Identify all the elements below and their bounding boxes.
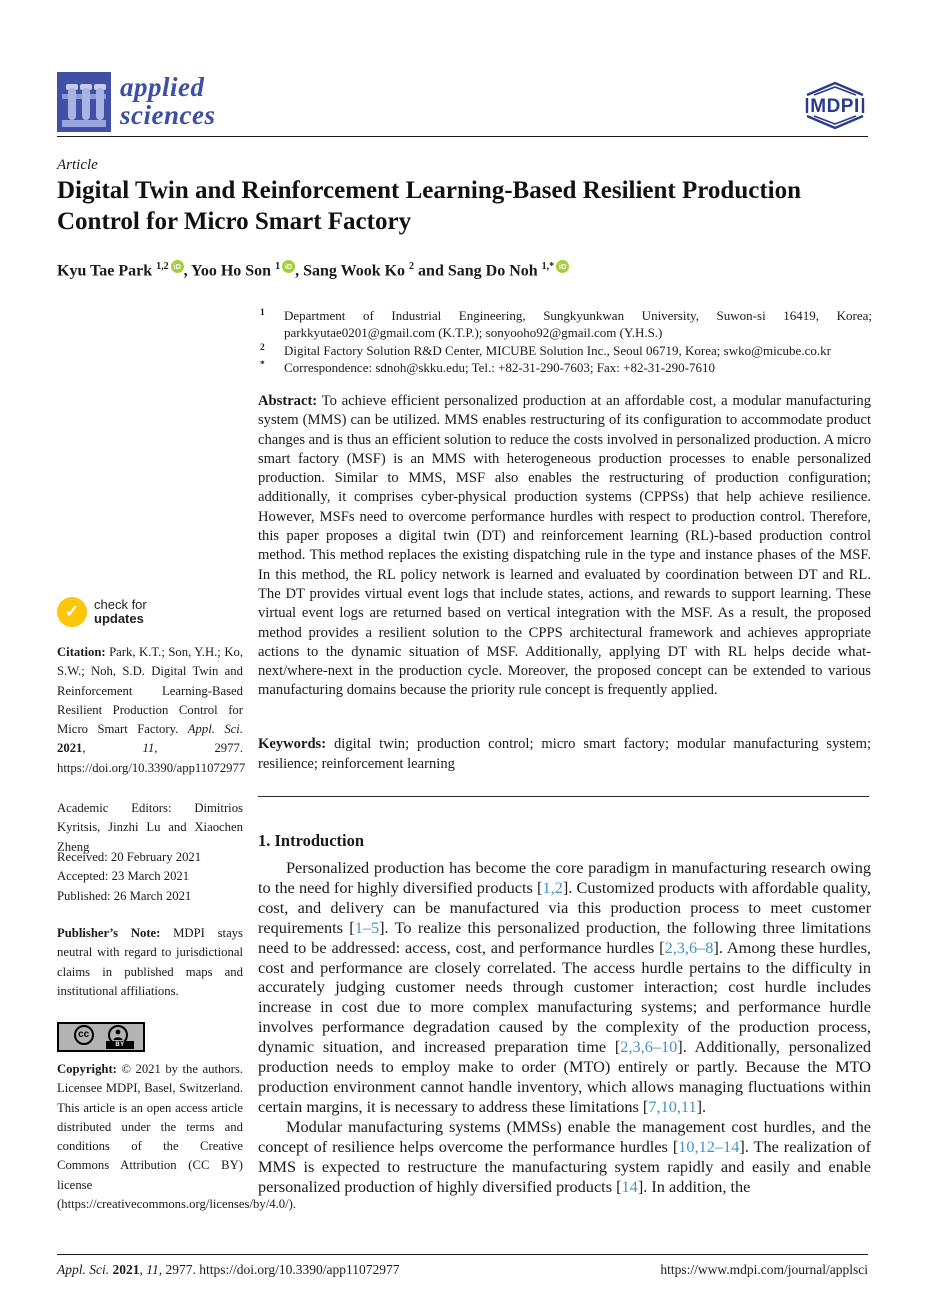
footer-journal-url[interactable]: https://www.mdpi.com/journal/applsci xyxy=(660,1262,868,1277)
affiliation-text: Department of Industrial Engineering, Sungkyunkwan University, Suwon-si 16419, Korea; parkkyutae0201@gmail.com (K.T.P.); sonyooho92@gmail.com (Y.H.S.) xyxy=(284,308,872,341)
affiliation-marker: 1 xyxy=(260,308,265,318)
citation-ref[interactable]: 14 xyxy=(621,1176,638,1196)
author-name: Yoo Ho Son xyxy=(191,262,272,280)
author-name: Sang Wook Ko xyxy=(303,262,406,280)
check-updates-label: check for updates xyxy=(94,597,147,626)
intro-paragraph: Modular manufacturing systems (MMSs) enable the management cost hurdles, and the concept of resilience helps overcome the performance hurdles [10,12–14]. The realization of MMS is expected to restructure the manufacturing system rapidly and easily and enable personalized production of highly diversified products [14]. In addition, the xyxy=(258,1116,871,1196)
publishers-note-label: Publisher’s Note: xyxy=(57,926,161,940)
abstract-text: To achieve efficient personalized production at an affordable cost, a modular manufacturing system (MMS) can be utilized. MMS enables restructuring of its configuration to accommodate product changes and is thus an efficient solution to reduce the costs involved in personalized production. A micro smart factory (MSF) is an MMS with heterogeneous production processes to enable personalized production. Similar to MMS, MSF also enables the restructuring of production configuration; additionally, it comprises cyber-physical production systems (CPPSs) that help achieve resilience. However, MSFs need to overcome performance hurdles with respect to production control. Therefore, this paper proposes a digital twin (DT) and reinforcement learning (RL)-based production control method. This method replaces the existing dispatching rule in the type and instance phases of the MSF. In this method, the RL policy network is learned and evaluated by coordination between DT and RL. The DT provides virtual event logs that include states, actions, and rewards to support learning. These virtual event logs are returned based on vertical integration with the MSF. As a result, the proposed method provides a resilient solution to the CPPS architectural framework and achieves appropriate actions to the dynamic situation of MSF. Additionally, applying DT with RL helps decide what-next/where-next in the production cycle. Moreover, the proposed concept can be extended to various manufacturing domains because the priority rule concept is frequently applied. xyxy=(258,393,871,699)
header-divider xyxy=(57,136,868,137)
page-footer xyxy=(57,1262,868,1278)
section-divider xyxy=(258,796,869,797)
orcid-icon[interactable]: iD xyxy=(556,260,569,273)
received-date: Received: 20 February 2021 xyxy=(57,850,202,864)
author-affiliation-sup: 1,* xyxy=(541,261,555,272)
affiliation-item xyxy=(260,359,872,376)
article-dates xyxy=(57,848,243,906)
academic-editors-note: Academic Editors: Dimitrios Kyritsis, Jinzhi Lu and Xiaochen Zheng xyxy=(57,801,243,854)
citation-ref[interactable]: 7,10,11 xyxy=(648,1096,697,1116)
keywords xyxy=(258,735,871,774)
orcid-icon[interactable]: iD xyxy=(171,260,184,273)
journal-name: applied sciences xyxy=(120,72,216,130)
copyright-label: Copyright: xyxy=(57,1062,117,1076)
journal-logo xyxy=(57,72,215,132)
check-icon: ✓ xyxy=(57,597,87,627)
affiliation-text: Digital Factory Solution R&D Center, MICUBE Solution Inc., Seoul 06719, Korea; swko@micube.co.kr xyxy=(284,342,831,358)
keywords-label: Keywords: xyxy=(258,736,327,752)
page-title: Digital Twin and Reinforcement Learning-Based Resilient Production Control for Micro Smart Factory xyxy=(57,177,801,235)
footer-citation: Appl. Sci. 2021, 11, 2977. https://doi.org/10.3390/app11072977 xyxy=(57,1262,400,1277)
check-updates-badge[interactable] xyxy=(57,597,187,627)
author-affiliation-sup: 1,2 xyxy=(156,261,169,272)
copyright-note: Copyright: © 2021 by the authors. Licensee MDPI, Basel, Switzerland. This article is an open access article distributed under the terms and conditions of the Creative Commons Attribution (CC BY) license (https://creativecommons.org/licenses/by/4.0/). xyxy=(57,1062,297,1212)
citation-doi[interactable]: , 2977. https://doi.org/10.3390/app11072977 xyxy=(57,741,246,775)
footer-doi[interactable]: , 2977. https://doi.org/10.3390/app11072977 xyxy=(158,1262,400,1277)
affiliation-marker: 2 xyxy=(260,342,265,353)
cc-icon: cc xyxy=(74,1025,94,1045)
citation-note: Citation: Park, K.T.; Son, Y.H.; Ko, S.W.; Noh, S.D. Digital Twin and Reinforcement Learning-Based Resilient Production Control for Micro Smart Factory. Appl. Sci. 2021, 11, 2977. https://doi.org/10.3390/app11072977 xyxy=(57,645,246,775)
applied-sciences-logo-icon xyxy=(57,72,111,132)
affiliation-text: Correspondence: sdnoh@skku.edu; Tel.: +82-31-290-7603; Fax: +82-31-290-7610 xyxy=(284,360,715,376)
citation-ref[interactable]: 2,3,6–10 xyxy=(620,1037,678,1057)
cc-license-badge[interactable] xyxy=(57,1022,145,1052)
introduction-section xyxy=(258,831,871,1196)
orcid-icon[interactable]: iD xyxy=(282,260,295,273)
keywords-text: digital twin; production control; micro smart factory; modular manufacturing system; resilience; reinforcement learning xyxy=(258,736,871,772)
author-affiliation-sup: 2 xyxy=(409,261,415,272)
affiliations-list xyxy=(260,307,872,377)
authors-line: Kyu Tae Park $^{1,2}$ iD , Yoo Ho Son $^1$ iD , Sang Wook Ko $^2$ and Sang Do Noh $^{1,*}$ iD xyxy=(57,260,877,280)
footer-divider xyxy=(57,1254,868,1255)
author-name: Kyu Tae Park xyxy=(57,262,153,280)
accepted-date: Accepted: 23 March 2021 xyxy=(57,869,190,884)
citation-ref[interactable]: 1–5 xyxy=(354,917,380,937)
citation-ref[interactable]: 2,3,6–8 xyxy=(664,937,714,957)
article-type-label: Article xyxy=(57,157,98,173)
abstract-label: Abstract: xyxy=(258,393,318,409)
by-label: BY xyxy=(106,1041,134,1049)
published-date: Published: 26 March 2021 xyxy=(57,888,192,903)
mdpi-logo xyxy=(795,78,875,134)
affiliation-marker: * xyxy=(260,360,265,371)
citation-ref[interactable]: 1,2 xyxy=(542,877,563,897)
abstract xyxy=(258,392,871,701)
citation-ref[interactable]: 10,12–14 xyxy=(678,1136,740,1156)
section-heading: 1. Introduction xyxy=(258,831,365,850)
citation-label: Citation: xyxy=(57,645,106,659)
affiliation-item xyxy=(260,342,872,359)
intro-paragraph: Personalized production has become the core paradigm in manufacturing research owing to the need for highly diversified products [1,2]. Customized products with affordable quality, cost, and delivery can be manufactured via this production process to meet customer requirements [1–5]. To realize this personalized production, the following three limitations need to be addressed: access, cost, and performance hurdles [2,3,6–8]. Among these hurdles, cost and performance are closely correlated. The access hurdle pertains to the difficulty in accurately judging customer needs through customer interaction; cost hurdle includes increase in cost due to more complex manufacturing systems; and performance hurdle involves performance degradation caused by the complexity of the production process, dynamic situation, and increased preparation time [2,3,6–10]. Additionally, personalized production needs to employ make to order (MTO) entirely or partly. Because the MTO production environment cannot handle inventory, which allows managing fluctuations within certain margins, it is necessary to address these limitations [7,10,11]. xyxy=(258,858,872,1116)
affiliation-item xyxy=(260,307,872,342)
author-name: Sang Do Noh xyxy=(447,262,538,280)
svg-text:MDPI: MDPI xyxy=(810,96,860,117)
author-affiliation-sup: 1 xyxy=(275,261,281,272)
publishers-note: Publisher’s Note: MDPI stays neutral with regard to jurisdictional claims in published maps and institutional affiliations. xyxy=(57,926,243,998)
